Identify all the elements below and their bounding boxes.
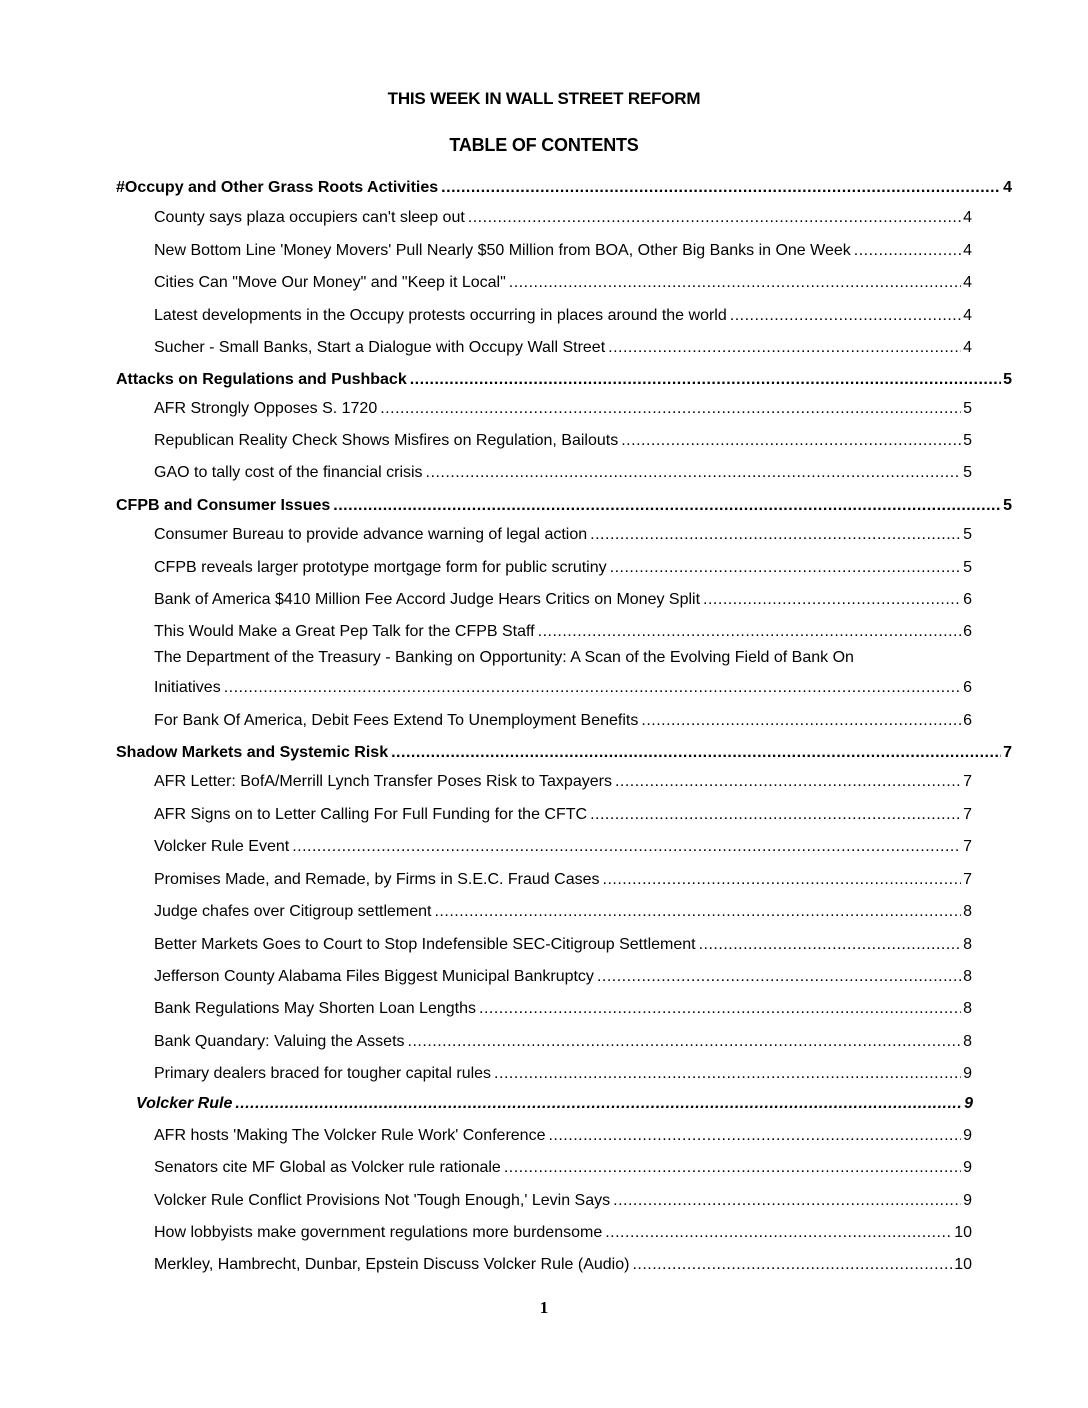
toc-page-number: 8	[963, 1000, 972, 1017]
toc-entry[interactable]	[154, 271, 972, 295]
toc-entry[interactable]	[154, 1253, 972, 1277]
toc-entry[interactable]	[154, 965, 972, 989]
toc-entry[interactable]	[154, 868, 972, 892]
toc-entry[interactable]	[154, 1062, 972, 1086]
toc-entry-title: Promises Made, and Remade, by Firms in S.E.C. Fraud Cases	[154, 871, 600, 888]
dot-leader	[426, 461, 962, 485]
toc-entry-title: Republican Reality Check Shows Misfires on Regulation, Bailouts	[154, 432, 619, 449]
dot-leader	[441, 176, 1001, 200]
dot-leader	[608, 336, 961, 360]
toc-page-number: 9	[963, 1159, 972, 1176]
toc-entry-title: Shadow Markets and Systemic Risk	[116, 744, 389, 761]
toc-page-number: 5	[1003, 497, 1012, 514]
toc-entry[interactable]	[154, 397, 972, 421]
toc-entry[interactable]	[154, 835, 972, 859]
toc-page-number: 5	[963, 432, 972, 449]
toc-page-number: 5	[963, 559, 972, 576]
dot-leader	[603, 868, 962, 892]
toc-entry[interactable]	[154, 429, 972, 453]
dot-leader	[468, 206, 961, 230]
toc-page-number: 9	[963, 1065, 972, 1082]
toc-entry-title: CFPB reveals larger prototype mortgage form for public scrutiny	[154, 559, 607, 576]
toc-entry-title: GAO to tally cost of the financial crisis	[154, 464, 423, 481]
toc-page-number: 4	[963, 274, 972, 291]
toc-entry[interactable]	[154, 709, 972, 733]
toc-page-number: 7	[1003, 744, 1012, 761]
dot-leader	[509, 271, 961, 295]
dot-leader	[699, 933, 962, 957]
dot-leader	[613, 1189, 961, 1213]
dot-leader	[292, 835, 961, 859]
toc-entry-title: Judge chafes over Citigroup settlement	[154, 903, 432, 920]
toc-page-number: 6	[963, 712, 972, 729]
dot-leader	[610, 556, 961, 580]
dot-leader	[590, 523, 961, 547]
toc-entry-title: Sucher - Small Banks, Start a Dialogue with Occupy Wall Street	[154, 339, 606, 356]
toc-section-entry[interactable]	[116, 368, 1012, 392]
toc-page-number: 4	[963, 209, 972, 226]
dot-leader	[479, 997, 961, 1021]
toc-entry-title: Cities Can "Move Our Money" and "Keep it Local"	[154, 274, 506, 291]
toc-page-number: 6	[963, 623, 972, 640]
toc-page-number: 9	[963, 1192, 972, 1209]
toc-entry-title: CFPB and Consumer Issues	[116, 497, 331, 514]
toc-page-number: 8	[963, 903, 972, 920]
toc-entry-title: How lobbyists make government regulations more burdensome	[154, 1224, 603, 1241]
toc-entry[interactable]	[154, 1124, 972, 1148]
toc-section-entry[interactable]	[116, 494, 1012, 518]
toc-entry-title: Bank Regulations May Shorten Loan Lengths	[154, 1000, 476, 1017]
toc-entry-title: Bank of America $410 Million Fee Accord Judge Hears Critics on Money Split	[154, 591, 701, 608]
dot-leader	[641, 709, 961, 733]
toc-page-number: 9	[964, 1095, 973, 1112]
toc-entry-title: The Department of the Treasury - Banking on Opportunity: A Scan of the Evolving Field of Bank On	[154, 649, 854, 666]
toc-entry[interactable]	[154, 304, 972, 328]
toc-page-number: 4	[963, 339, 972, 356]
toc-page-number: 4	[963, 242, 972, 259]
dot-leader	[632, 1253, 952, 1277]
toc-page-number: 7	[963, 838, 972, 855]
toc-entry-title: Attacks on Regulations and Pushback	[116, 371, 407, 388]
toc-entry-title: New Bottom Line 'Money Movers' Pull Nearly $50 Million from BOA, Other Big Banks in One Week	[154, 242, 851, 259]
dot-leader	[494, 1062, 961, 1086]
dot-leader	[703, 588, 961, 612]
toc-page-number: 10	[954, 1256, 972, 1273]
toc-entry-title: Better Markets Goes to Court to Stop Indefensible SEC-Citigroup Settlement	[154, 936, 696, 953]
toc-entry[interactable]	[154, 803, 972, 827]
dot-leader	[854, 239, 961, 263]
document-title: THIS WEEK IN WALL STREET REFORM	[387, 89, 701, 108]
toc-page-number: 7	[963, 773, 972, 790]
toc-entry-title: This Would Make a Great Pep Talk for the CFPB Staff	[154, 623, 535, 640]
toc-page-number: 10	[954, 1224, 972, 1241]
toc-entry-title: For Bank Of America, Debit Fees Extend To Unemployment Benefits	[154, 712, 639, 729]
dot-leader	[224, 676, 961, 700]
toc-entry-title: Primary dealers braced for tougher capital rules	[154, 1065, 492, 1082]
dot-leader	[615, 770, 961, 794]
toc-entry-title: Jefferson County Alabama Files Biggest Municipal Bankruptcy	[154, 968, 594, 985]
toc-entry[interactable]	[154, 523, 972, 547]
dot-leader	[621, 429, 961, 453]
dot-leader	[605, 1221, 952, 1245]
toc-page-number: 6	[963, 679, 972, 696]
toc-subsection-entry[interactable]	[136, 1092, 973, 1116]
dot-leader	[538, 620, 961, 644]
dot-leader	[408, 1030, 962, 1054]
toc-entry[interactable]	[154, 620, 972, 644]
dot-leader	[333, 494, 1001, 518]
toc-page-number: 5	[963, 526, 972, 543]
toc-entry-title: AFR Letter: BofA/Merrill Lynch Transfer Poses Risk to Taxpayers	[154, 773, 612, 790]
toc-entry[interactable]	[154, 588, 972, 612]
toc-entry[interactable]	[154, 239, 972, 263]
toc-page-number: 7	[963, 806, 972, 823]
toc-entry[interactable]	[154, 1030, 972, 1054]
toc-page-number: 4	[1003, 179, 1012, 196]
dot-leader	[391, 741, 1001, 765]
toc-entry-title: Merkley, Hambrecht, Dunbar, Epstein Discuss Volcker Rule (Audio)	[154, 1256, 630, 1273]
toc-page-number: 8	[963, 936, 972, 953]
toc-entry[interactable]	[154, 900, 972, 924]
toc-entry[interactable]	[154, 556, 972, 580]
dot-leader	[235, 1092, 962, 1116]
toc-entry-title: Volcker Rule Conflict Provisions Not 'Tough Enough,' Levin Says	[154, 1192, 611, 1209]
toc-page-number: 5	[963, 464, 972, 481]
toc-entry[interactable]	[154, 933, 972, 957]
dot-leader	[504, 1156, 961, 1180]
toc-entry-title: AFR hosts 'Making The Volcker Rule Work' Conference	[154, 1127, 546, 1144]
dot-leader	[434, 900, 961, 924]
toc-entry[interactable]	[154, 461, 972, 485]
toc-entry[interactable]	[154, 997, 972, 1021]
toc-entry-title: Consumer Bureau to provide advance warning of legal action	[154, 526, 588, 543]
toc-entry[interactable]	[154, 649, 972, 700]
toc-entry-title: Latest developments in the Occupy protests occurring in places around the world	[154, 307, 727, 324]
toc-entry-title: #Occupy and Other Grass Roots Activities	[116, 179, 439, 196]
toc-entry-title: Bank Quandary: Valuing the Assets	[154, 1033, 405, 1050]
dot-leader	[410, 368, 1001, 392]
toc-entry-title: AFR Signs on to Letter Calling For Full Funding for the CFTC	[154, 806, 588, 823]
dot-leader	[548, 1124, 961, 1148]
toc-page-number: 6	[963, 591, 972, 608]
page-number: 1	[539, 1298, 549, 1317]
toc-section-entry[interactable]	[116, 176, 1012, 200]
toc-section-entry[interactable]	[116, 741, 1012, 765]
toc-entry-title: Volcker Rule	[136, 1095, 233, 1112]
toc-entry[interactable]	[154, 206, 972, 230]
toc-entry[interactable]	[154, 1221, 972, 1245]
toc-page-number: 8	[963, 1033, 972, 1050]
toc-entry-title: Volcker Rule Event	[154, 838, 290, 855]
dot-leader	[380, 397, 961, 421]
toc-heading: TABLE OF CONTENTS	[449, 135, 639, 155]
toc-entry-title: County says plaza occupiers can't sleep out	[154, 209, 465, 226]
toc-page-number: 4	[963, 307, 972, 324]
toc-page-number: 5	[1003, 371, 1012, 388]
toc-page-number: 8	[963, 968, 972, 985]
toc-entry[interactable]	[154, 1189, 972, 1213]
dot-leader	[590, 803, 961, 827]
toc-entry[interactable]	[154, 1156, 972, 1180]
toc-entry-title-continuation: Initiatives	[154, 679, 221, 696]
dot-leader	[597, 965, 961, 989]
dot-leader	[730, 304, 961, 328]
toc-entry[interactable]	[154, 770, 972, 794]
toc-entry-title: AFR Strongly Opposes S. 1720	[154, 400, 378, 417]
toc-entry-title: Senators cite MF Global as Volcker rule rationale	[154, 1159, 501, 1176]
toc-page-number: 5	[963, 400, 972, 417]
toc-page-number: 7	[963, 871, 972, 888]
toc-page-number: 9	[963, 1127, 972, 1144]
toc-entry[interactable]	[154, 336, 972, 360]
